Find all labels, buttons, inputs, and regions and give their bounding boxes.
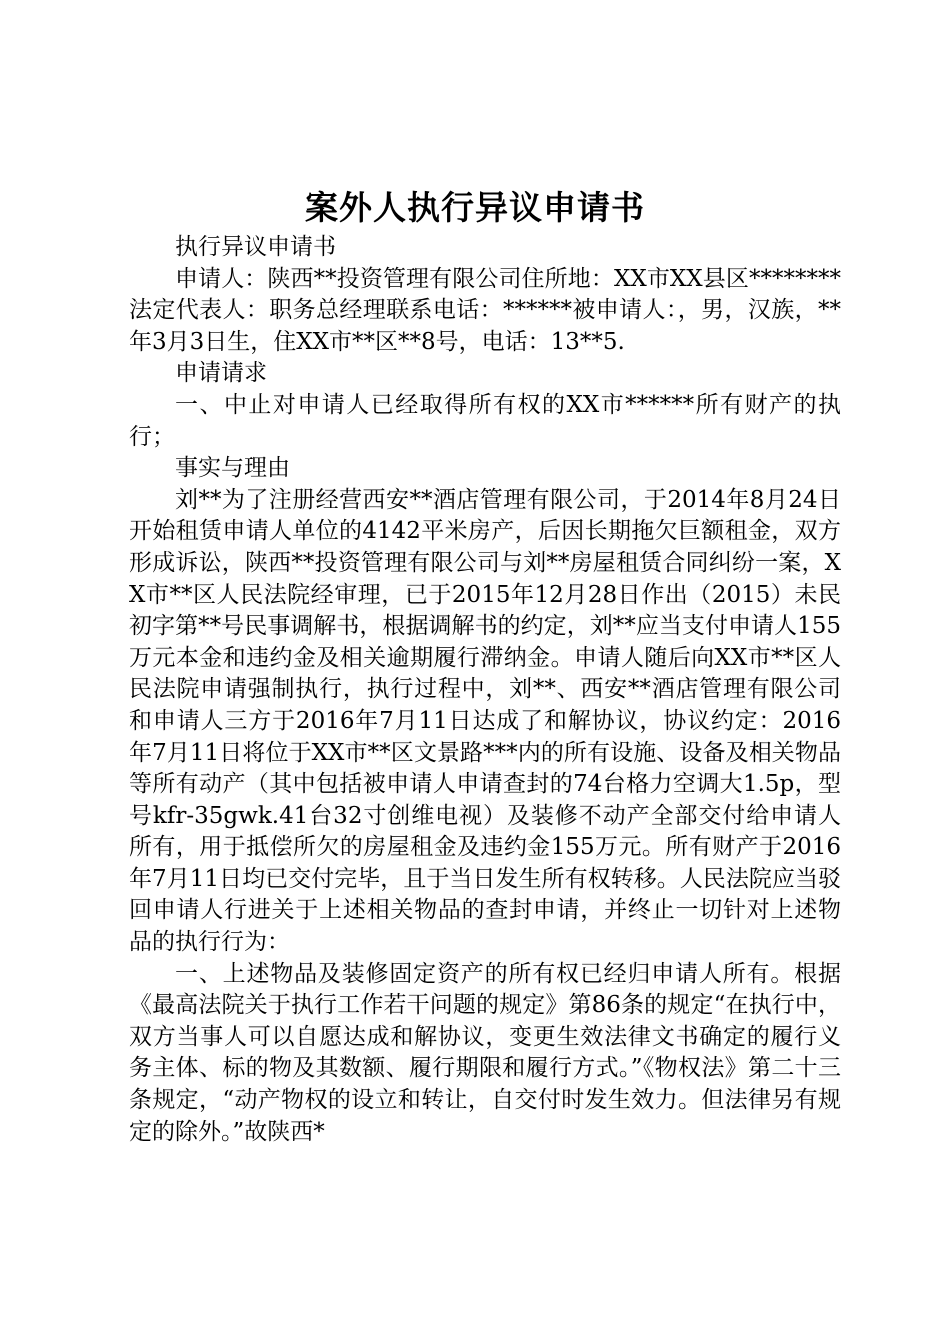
document-title: 案外人执行异议申请书 [305,188,645,227]
paragraph-request: 一、中止对申请人已经取得所有权的XX市******所有财产的执行； [129,391,841,450]
paragraph-facts: 刘**为了注册经营西安**酒店管理有限公司，于2014年8月24日开始租赁申请人单位的4142平米房产，后因长期拖欠巨额租金，双方形成诉讼，陕西**投资管理有限公司与刘**房屋租赁合同纠纷一案，XX市**区人民法院经审理，已于2015年12月28日作出（2015）未民初字第**号民事调解书，根据调解书的约定，刘**应当支付申请人155万元本金和违约金及相关逾期履行滞纳金。申请人随后向XX市**区人民法院申请强制执行，执行过程中，刘**、西安**酒店管理有限公司和申请人三方于2016年7月11日达成了和解协议，协议约定：2016年7月11日将位于XX市**区文景路***内的所有设施、设备及相关物品等所有动产（其中包括被申请人申请查封的74台格力空调大1.5p，型号kfr-35gwk.41台32寸创维电视）及装修不动产全部交付给申请人所有，用于抵偿所欠的房屋租金及违约金155万元。所有财产于2016年7月11日均已交付完毕，且于当日发生所有权转移。人民法院应当驳回申请人行进关于上述相关物品的查封申请，并终止一切针对上述物品的执行行为： [129,486,841,956]
paragraph-parties: 申请人：陕西**投资管理有限公司住所地：XX市XX县区********法定代表人：职务总经理联系电话：******被申请人：，男，汉族，**年3月3日生，住XX市**区**8号，电话：13**5. [129,265,841,355]
paragraph-facts-heading: 事实与理由 [175,455,290,482]
paragraph-reason-one: 一、上述物品及装修固定资产的所有权已经归申请人所有。根据《最高法院关于执行工作若干问题的规定》第86条的规定“在执行中，双方当事人可以自愿达成和解协议，变更生效法律文书确定的履行义务主体、标的物及其数额、履行期限和履行方式。”《物权法》第二十三条规定，“动产物权的设立和转让，自交付时发生效力。但法律另有规定的除外。”故陕西* [129,960,841,1145]
paragraph-heading: 执行异议申请书 [175,234,336,260]
document-body [129,232,841,1148]
paragraph-request-heading: 申请请求 [175,360,267,387]
